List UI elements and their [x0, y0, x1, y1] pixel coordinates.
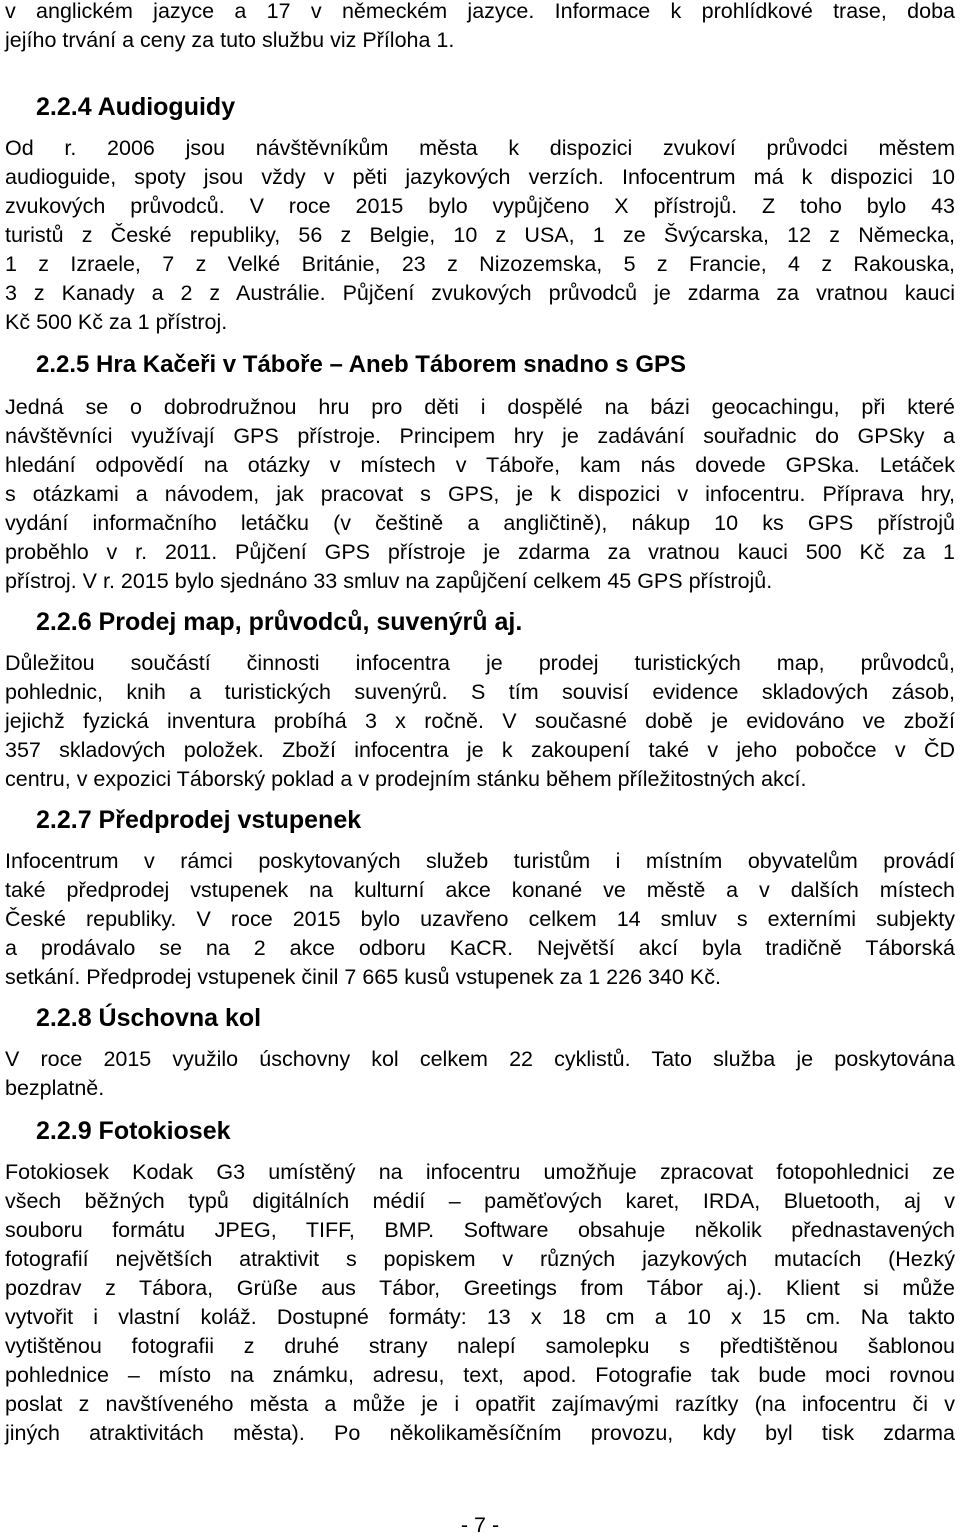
- paragraph-line: fotografií největších atraktivit s popiskem v různých jazykových mutacích (Hezký: [5, 1247, 955, 1271]
- paragraph-line: setkání. Předprodej vstupenek činil 7 665 kusů vstupenek za 1 226 340 Kč.: [5, 965, 721, 989]
- paragraph-line: pohlednic, knih a turistických suvenýrů. S tím souvisí evidence skladových zásob,: [5, 680, 955, 704]
- paragraph-line: také předprodej vstupenek na kulturní akce konané ve městě a v dalších místech: [5, 878, 955, 902]
- paragraph-line: 3 z Kanady a 2 z Austrálie. Půjčení zvukových průvodců je zdarma za vratnou kauci: [5, 281, 955, 305]
- paragraph-line: poslat z navštíveného města a může je i opatřit zajímavými razítky (na infocentru či v: [5, 1392, 955, 1416]
- paragraph-line: Od r. 2006 jsou návštěvníkům města k dispozici zvukoví průvodci městem: [5, 136, 955, 160]
- fotokiosek-paragraph: [5, 1158, 955, 1448]
- paragraph-line: České republiky. V roce 2015 bylo uzavřeno celkem 14 smluv s externími subjekty: [5, 907, 955, 931]
- paragraph-line: zvukových průvodců. V roce 2015 bylo vypůjčeno X přístrojů. Z toho bylo 43: [5, 194, 955, 218]
- section-heading-uschovna-kol: 2.2.8 Úschovna kol: [36, 1004, 262, 1032]
- paragraph-line: Důležitou součástí činnosti infocentra je prodej turistických map, průvodců,: [5, 651, 955, 675]
- section-heading-audioguidy: 2.2.4 Audioguidy: [36, 93, 236, 121]
- paragraph-line: v anglickém jazyce a 17 v německém jazyce. Informace k prohlídkové trase, doba: [5, 0, 955, 23]
- paragraph-line: jejichž fyzická inventura probíhá 3 x ročně. V současné době je evidováno ve zboží: [5, 709, 955, 733]
- prodej-map-paragraph: [5, 649, 955, 794]
- paragraph-line: Fotokiosek Kodak G3 umístěný na infocentru umožňuje zpracovat fotopohlednici ze: [5, 1160, 955, 1184]
- paragraph-line: přístroj. V r. 2015 bylo sjednáno 33 smluv na zapůjčení celkem 45 GPS přístrojů.: [5, 569, 773, 593]
- paragraph-line: 1 z Izraele, 7 z Velké Británie, 23 z Nizozemska, 5 z Francie, 4 z Rakouska,: [5, 252, 955, 276]
- paragraph-line: Jedná se o dobrodružnou hru pro děti i dospělé na bázi geocachingu, při které: [5, 395, 955, 419]
- section-heading-predprodej: 2.2.7 Předprodej vstupenek: [36, 806, 362, 834]
- section-heading-hra-kaceri: 2.2.5 Hra Kačeři v Táboře – Aneb Táborem snadno s GPS: [36, 351, 687, 378]
- page-number: - 7 -: [460, 1513, 500, 1537]
- paragraph-line: V roce 2015 využilo úschovny kol celkem 22 cyklistů. Tato služba je poskytována: [5, 1047, 955, 1071]
- paragraph-line: pozdrav z Tábora, Grüße aus Tábor, Greetings from Tábor aj.). Klient si může: [5, 1276, 955, 1300]
- paragraph-line: bezplatně.: [5, 1076, 105, 1100]
- paragraph-line: centru, v expozici Táborský poklad a v prodejním stánku během příležitostných akcí.: [5, 767, 807, 791]
- paragraph-line: souboru formátu JPEG, TIFF, BMP. Software obsahuje několik přednastavených: [5, 1218, 955, 1242]
- paragraph-line: a prodávalo se na 2 akce odboru KaCR. Největší akcí byla tradičně Táborská: [5, 936, 955, 960]
- paragraph-line: všech běžných typů digitálních médií – paměťových karet, IRDA, Bluetooth, aj v: [5, 1189, 955, 1213]
- paragraph-line: 357 skladových položek. Zboží infocentra je k zakoupení také v jeho pobočce v ČD: [5, 738, 955, 762]
- paragraph-line: hledání odpovědí na otázky v místech v Táboře, kam nás dovede GPSka. Letáček: [5, 453, 955, 477]
- paragraph-line: vydání informačního letáčku (v češtině a angličtině), nákup 10 ks GPS přístrojů: [5, 511, 955, 535]
- paragraph-line: s otázkami a návodem, jak pracovat s GPS, je k dispozici v infocentru. Příprava hry,: [5, 482, 955, 506]
- paragraph-line: Infocentrum v rámci poskytovaných služeb turistům i místním obyvatelům provádí: [5, 849, 955, 873]
- paragraph-line: pohlednice – místo na známku, adresu, text, apod. Fotografie tak bude moci rovnou: [5, 1363, 955, 1387]
- paragraph-line: jejího trvání a ceny za tuto službu viz Příloha 1.: [5, 28, 455, 52]
- section-heading-prodej-map: 2.2.6 Prodej map, průvodců, suvenýrů aj.: [36, 608, 523, 636]
- paragraph-line: návštěvníci využívají GPS přístroje. Principem hry je zadávání souřadnic do GPSky a: [5, 424, 955, 448]
- paragraph-line: proběhlo v r. 2011. Půjčení GPS přístroje je zdarma za vratnou kauci 500 Kč za 1: [5, 540, 955, 564]
- audioguidy-paragraph: [5, 134, 955, 337]
- paragraph-line: vytvořit i vlastní koláž. Dostupné formáty: 13 x 18 cm a 10 x 15 cm. Na takto: [5, 1305, 955, 1329]
- paragraph-line: vytištěnou fotografii z druhé strany nalepí samolepku s předtištěnou šablonou: [5, 1334, 955, 1358]
- paragraph-line: audioguide, spoty jsou vždy v pěti jazykových verzích. Infocentrum má k dispozici 10: [5, 165, 955, 189]
- paragraph-line: turistů z České republiky, 56 z Belgie, 10 z USA, 1 ze Švýcarska, 12 z Německa,: [5, 223, 955, 247]
- section-heading-fotokiosek: 2.2.9 Fotokiosek: [36, 1117, 231, 1145]
- predprodej-paragraph: [5, 847, 955, 992]
- uschovna-kol-paragraph: [5, 1045, 955, 1103]
- hra-kaceri-paragraph: [5, 393, 955, 596]
- paragraph-line: jiných atraktivitách města). Po několikaměsíčním provozu, kdy byl tisk zdarma: [5, 1421, 955, 1445]
- paragraph-line: Kč 500 Kč za 1 přístroj.: [5, 310, 228, 334]
- intro-paragraph: [5, 0, 955, 55]
